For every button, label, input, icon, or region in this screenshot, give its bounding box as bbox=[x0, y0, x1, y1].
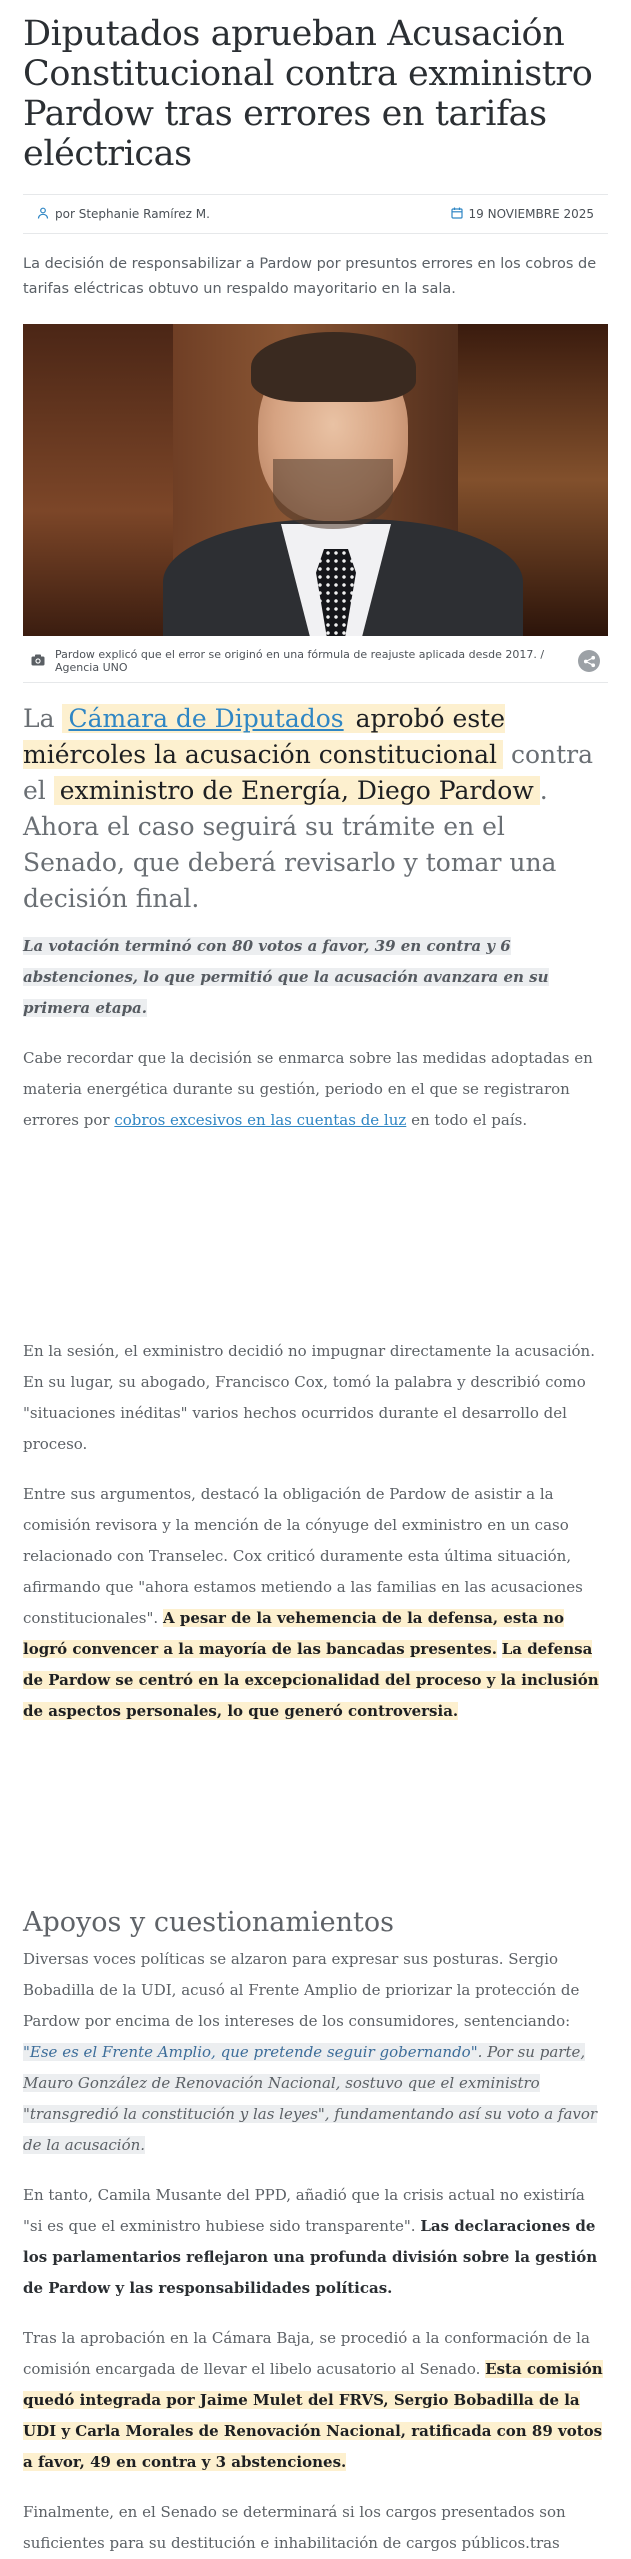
caption-text: Pardow explicó que el error se originó en una fórmula de reajuste aplicada desde 2017. / Agencia UNO bbox=[55, 648, 545, 674]
article-photo bbox=[23, 324, 608, 636]
body-paragraph-3: En la sesión, el exministro decidió no impugnar directamente la acusación. En su lugar, su abogado, Francisco Cox, tomó la palabra y describió como "situaciones inéditas" varios hechos ocurridos durante el desarrollo del proceso. bbox=[23, 1342, 595, 1453]
author-name: por Stephanie Ramírez M. bbox=[55, 207, 210, 221]
body-paragraph-6: En tanto, Camila Musante del PPD, añadió que la crisis actual no existiría "si es que el exministro hubiese sido transparente". Las declaraciones de los parlamentarios reflejaron una profunda división sobre la gestión de Pardow y las responsabilidades políticas. bbox=[23, 2186, 598, 2297]
ad-space-2 bbox=[23, 1727, 608, 1907]
camara-link[interactable]: Cámara de Diputados bbox=[68, 704, 344, 733]
article-meta bbox=[23, 194, 608, 234]
body-paragraph-8: Finalmente, en el Senado se determinará si los cargos presentados son suficientes para su destitución e inhabilitación de cargos públicos.tras bbox=[23, 2503, 566, 2552]
body-paragraph-7: Tras la aprobación en la Cámara Baja, se procedió a la conformación de la comisión encargada de llevar el libelo acusatorio al Senado. Esta comisión quedó integrada por Jaime Mulet del FRVS, Sergio Bobadilla de la UDI y Carla Morales de Renovación Nacional, ratificada con 89 votos a favor, 49 en contra y 3 abstenciones. bbox=[23, 2329, 603, 2471]
calendar-icon bbox=[451, 207, 463, 222]
camera-icon bbox=[31, 654, 45, 669]
date-text: 19 NOVIEMBRE 2025 bbox=[468, 207, 594, 221]
publish-date bbox=[451, 207, 594, 222]
intro-paragraph: La Cámara de Diputados aprobó este miércoles la acusación constitucional contra el exministro de Energía, Diego Pardow . Ahora el caso seguirá su trámite en el Senado, que deberá revisarlo y tomar una decisión final. bbox=[23, 704, 593, 913]
ad-space bbox=[23, 1136, 608, 1317]
vote-summary: La votación terminó con 80 votos a favor, 39 en contra y 6 abstenciones, lo que permitió que la acusación avanzara en su primera etapa. bbox=[23, 937, 549, 1017]
article-lead: La decisión de responsabilizar a Pardow por presuntos errores en los cobros de tarifas eléctricas obtuvo un respaldo mayoritario en la sala. bbox=[23, 256, 597, 297]
share-icon[interactable] bbox=[578, 650, 600, 672]
section-heading: Apoyos y cuestionamientos bbox=[23, 1907, 394, 1938]
body-paragraph-4: Entre sus argumentos, destacó la obligación de Pardow de asistir a la comisión revisora y la mención de la cónyuge del exministro en un caso relacionado con Transelec. Cox criticó duramente esta última situación, afirmando que "ahora estamos metiendo a las familias en las acusaciones constitucionales". A pesar de la vehemencia de la defensa, esta no logró convencer a la mayoría de las bancadas presentes. La defensa de Pardow se centró en la excepcionalidad del proceso y la inclusión de aspectos personales, lo que generó controversia. bbox=[23, 1485, 599, 1720]
photo-caption bbox=[23, 636, 608, 674]
user-icon bbox=[37, 207, 49, 222]
author-byline[interactable] bbox=[37, 207, 210, 222]
body-paragraph-5: Diversas voces políticas se alzaron para expresar sus posturas. Sergio Bobadilla de la UDI, acusó al Frente Amplio de priorizar la protección de Pardow por encima de los intereses de los consumidores, sentenciando: "Ese es el Frente Amplio, que pretende seguir gobernando". Por su parte, Mauro González de Renovación Nacional, sostuvo que el exministro "transgredió la constitución y las leyes", fundamentando así su voto a favor de la acusación. bbox=[23, 1950, 598, 2154]
cobros-link[interactable]: cobros excesivos en las cuentas de luz bbox=[114, 1111, 407, 1129]
body-paragraph-2: Cabe recordar que la decisión se enmarca sobre las medidas adoptadas en materia energética durante su gestión, periodo en el que se registraron errores por cobros excesivos en las cuentas de luz en todo el país. bbox=[23, 1049, 593, 1129]
article-title: Diputados aprueban Acusación Constitucional contra exministro Pardow tras errores en tarifas eléctricas bbox=[23, 14, 593, 174]
